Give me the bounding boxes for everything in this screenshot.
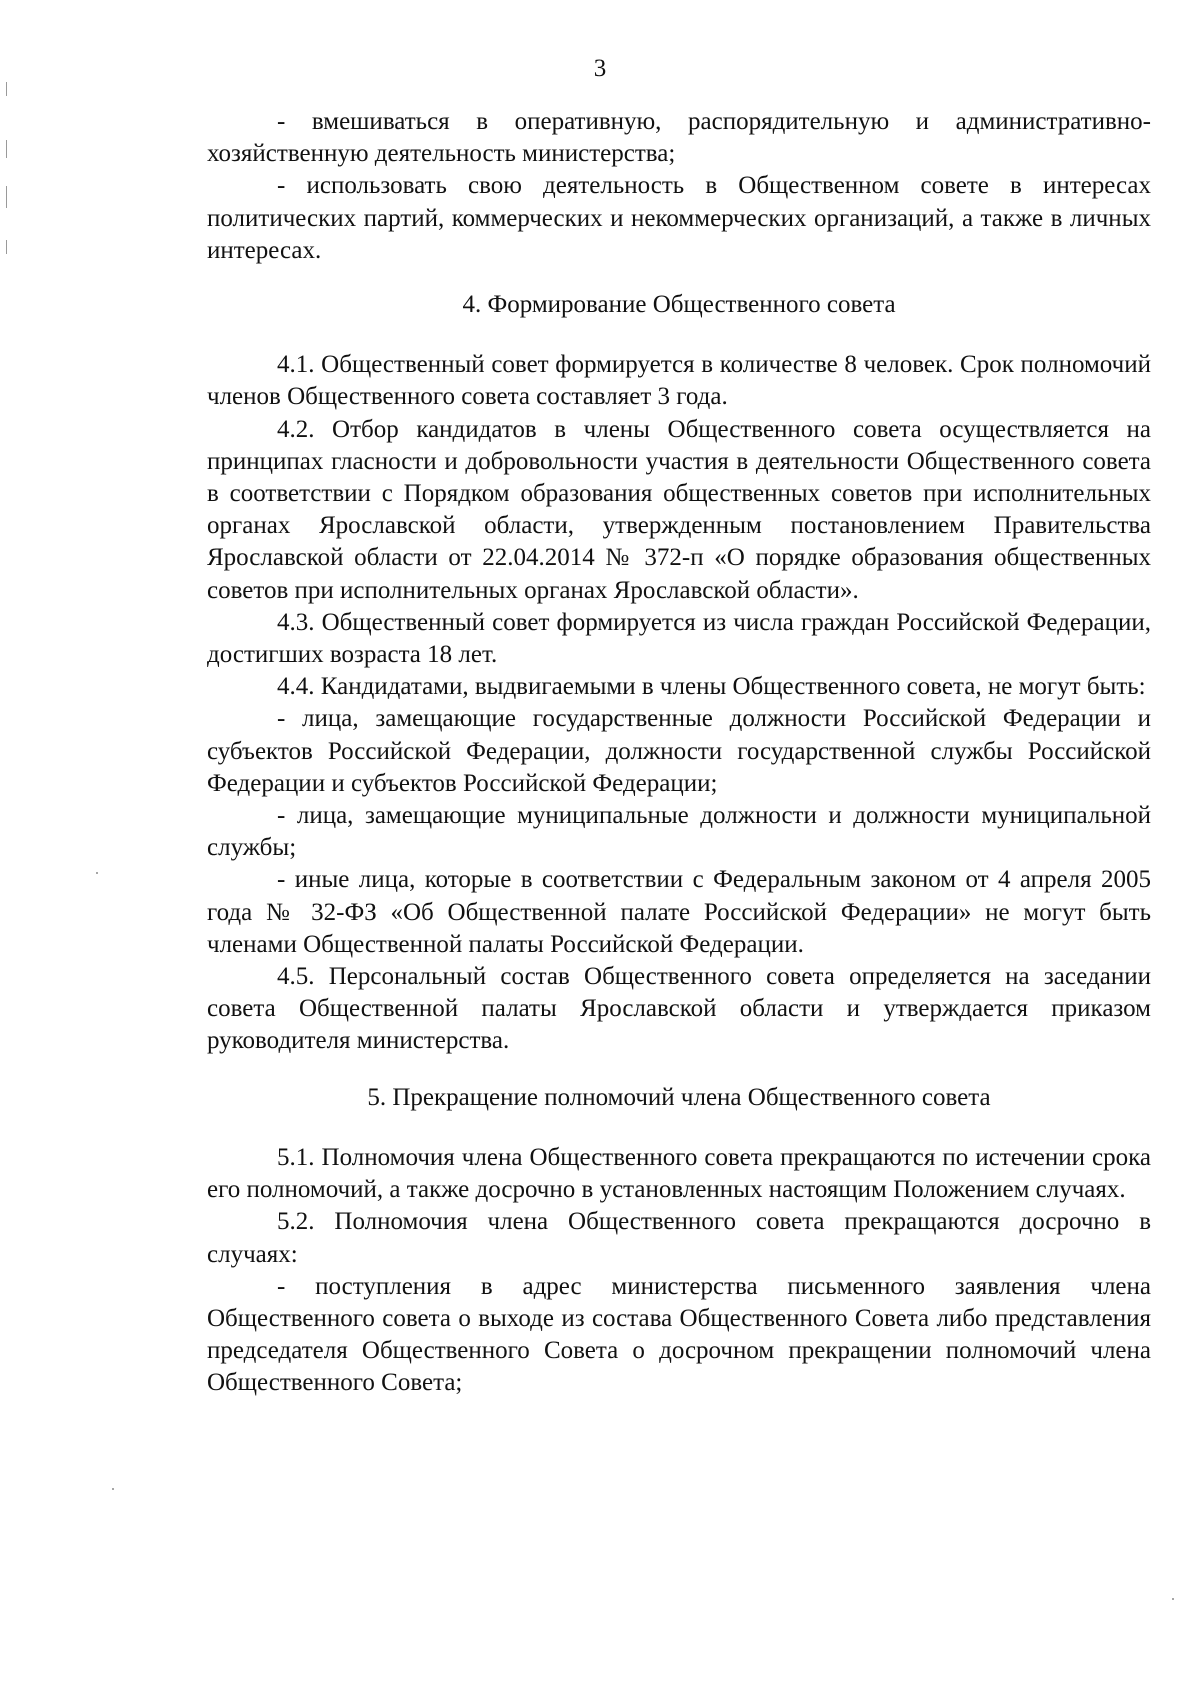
- scan-artifact: [6, 240, 7, 254]
- page-number: 3: [593, 55, 607, 82]
- scan-artifact: [6, 82, 7, 96]
- scan-artifact: [6, 140, 7, 158]
- scan-speck: [112, 1488, 114, 1490]
- paragraph: 5.1. Полномочия члена Общественного совета прекращаются по истечении срока его полномочий, а также досрочно в установленных настоящим Положением случаях.: [207, 1143, 1151, 1204]
- document-body: [207, 106, 1151, 1400]
- section-heading: 5. Прекращение полномочий члена Общественного совета: [367, 1083, 991, 1111]
- paragraph: - лица, замещающие государственные должности Российской Федерации и субъектов Российской Федерации, должности государственной службы Российской Федерации и субъектов Российской Федерации;: [207, 705, 1151, 797]
- paragraph: 5.2. Полномочия члена Общественного совета прекращаются досрочно в случаях:: [207, 1208, 1151, 1268]
- scan-artifact: [6, 186, 7, 208]
- paragraph: - вмешиваться в оперативную, распорядительную и административно-хозяйственную деятельность министерства;: [207, 108, 1151, 168]
- paragraph: - поступления в адрес министерства письменного заявления члена Общественного совета о выходе из состава Общественного Совета либо представления председателя Общественного Совета о досрочном прекращении полномочий члена Общественного Совета;: [207, 1272, 1151, 1397]
- paragraph: 4.5. Персональный состав Общественного совета определяется на заседании совета Общественной палаты Ярославской области и утверждается приказом руководителя министерства.: [207, 963, 1151, 1055]
- paragraph: 4.4. Кандидатами, выдвигаемыми в члены Общественного совета, не могут быть:: [277, 673, 1146, 701]
- paragraph: 4.1. Общественный совет формируется в количестве 8 человек. Срок полномочий членов Общественного совета составляет 3 года.: [207, 351, 1151, 411]
- paragraph: 4.3. Общественный совет формируется из числа граждан Российской Федерации, достигших возраста 18 лет.: [207, 608, 1151, 669]
- section-heading: 4. Формирование Общественного совета: [462, 291, 896, 319]
- paragraph: 4.2. Отбор кандидатов в члены Общественного совета осуществляется на принципах гласности и добровольности участия в деятельности Общественного совета в соответствии с Порядком образования общественных советов при исполнительных органах Ярославской области, утвержденным постановлением Правительства Ярославской области от 22.04.2014 № 372-п «О порядке образования общественных советов при исполнительных органах Ярославской области».: [207, 415, 1151, 604]
- paragraph: - иные лица, которые в соответствии с Федеральным законом от 4 апреля 2005 года № 32-ФЗ «Об Общественной палате Российской Федерации» не могут быть членами Общественной палаты Российской Федерации.: [207, 866, 1151, 958]
- paragraph: - лица, замещающие муниципальные должности и должности муниципальной службы;: [207, 802, 1151, 862]
- paragraph: - использовать свою деятельность в Общественном совете в интересах политических партий, коммерческих и некоммерческих организаций, а также в личных интересах.: [207, 172, 1151, 264]
- scan-speck: [96, 872, 98, 874]
- scan-speck: [1172, 1598, 1174, 1600]
